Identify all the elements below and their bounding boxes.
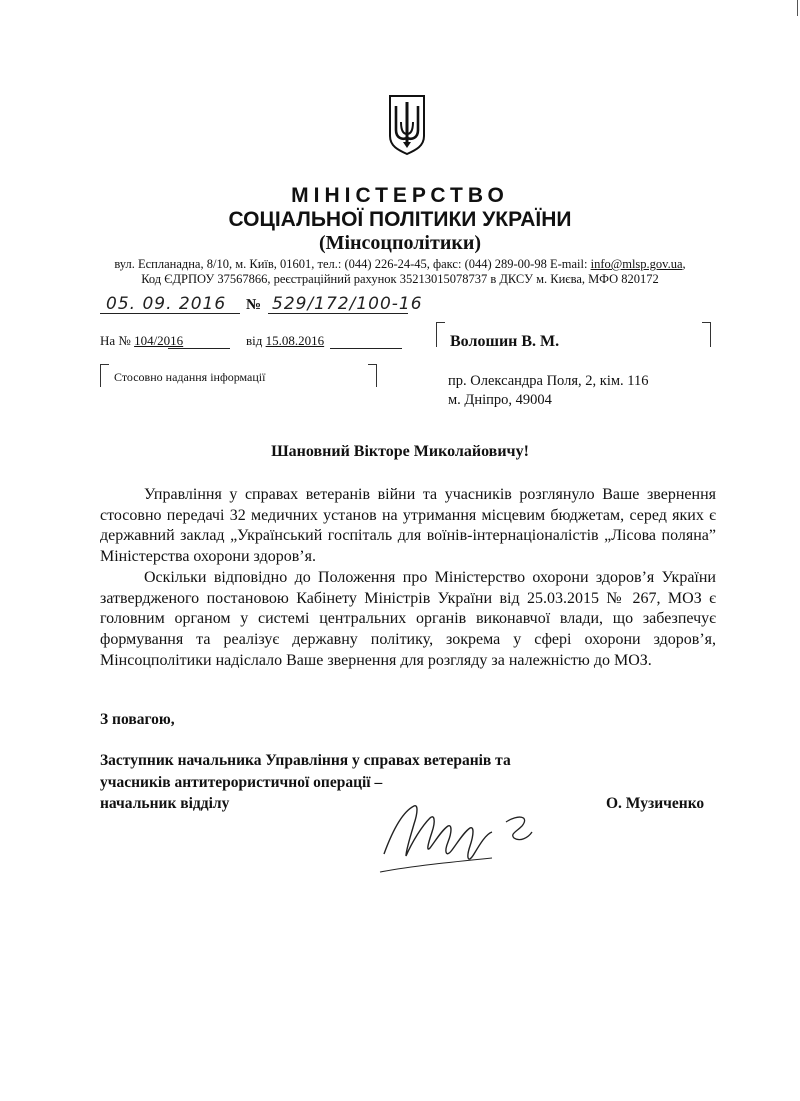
subject-line: Стосовно надання інформації xyxy=(114,370,266,384)
ref-date-label: від xyxy=(246,333,263,348)
trident-icon xyxy=(384,92,430,156)
subject-bracket-left xyxy=(100,364,109,387)
ministry-title: МІНІСТЕРСТВО xyxy=(291,184,509,207)
outgoing-number: 529/172/100-16 xyxy=(272,294,423,314)
outgoing-number-label: № xyxy=(246,297,262,313)
body-paragraph-2: Оскільки відповідно до Положення про Міністерство охорони здоров’я України затвердженого постановою Кабінету Міністрів України від 25.03.2015 № 267, МОЗ є головним органом у системі центральних органів виконавчої влади, що забезпечує формування та реалізує державну політику, зокрема у сфері охорони здоров’я, Мінсоцполітики надіслало Ваше звернення для розгляду за належністю до МОЗ. xyxy=(100,568,716,669)
signatory-name: О. Музиченко xyxy=(606,795,705,812)
email-link[interactable]: info@mlsp.gov.ua xyxy=(590,257,683,271)
ref-date-line xyxy=(246,333,324,349)
outgoing-date: 05. 09. 2016 xyxy=(106,294,227,314)
signatory-title-line1: Заступник начальника Управління у справах ветеранів та xyxy=(100,752,511,769)
ministry-address xyxy=(0,257,800,272)
address-end: , xyxy=(682,257,686,271)
recipient-address-line2: м. Дніпро, 49004 xyxy=(448,392,552,408)
recipient-address-line1: пр. Олександра Поля, 2, кім. 116 xyxy=(448,373,649,389)
ministry-short-name: (Мінсоцполітики) xyxy=(318,232,482,254)
signatory-title-line2: учасників антитерористичної операції – xyxy=(100,773,383,791)
recipient-name: Волошин В. М. xyxy=(450,333,560,350)
ministry-full-name: СОЦІАЛЬНОЇ ПОЛІТИКИ УКРАЇНИ xyxy=(228,208,572,231)
ministry-codes: Код ЄДРПОУ 37567866, реєстраційний рахунок 35213015078737 в ДКСУ м. Києва, МФО 820172 xyxy=(141,272,659,286)
ref-date-underline xyxy=(330,347,402,349)
body-paragraph-1: Управління у справах ветеранів війни та учасників розглянуло Ваше звернення стосовно передачі 32 медичних установ на утримання місцевим бюджетам, серед яких є державний заклад „Український госпіталь для воїнів-інтернаціоналістів „Лісова поляна” Міністерства охорони здоров’я. xyxy=(100,486,716,566)
ref-date: 15.08.2016 xyxy=(265,333,325,348)
salutation: Шановний Вікторе Миколайовичу! xyxy=(271,443,529,460)
signatory-title-line3: начальник відділу xyxy=(100,795,230,812)
closing: З повагою, xyxy=(100,711,175,728)
ref-number: 104/2016 xyxy=(134,333,184,348)
handwritten-signature xyxy=(372,792,547,884)
subject-bracket-right xyxy=(368,364,377,387)
letter-body xyxy=(100,485,716,671)
scan-edge-mark xyxy=(797,0,798,16)
ref-label: На № xyxy=(100,333,131,348)
ref-number-underline xyxy=(168,347,230,349)
recipient-bracket-left xyxy=(436,322,445,347)
address-text: вул. Еспланадна, 8/10, м. Київ, 01601, тел.: (044) 226-24-45, факс: (044) 289-00-98 E-mail: xyxy=(114,257,591,271)
recipient-bracket-right xyxy=(702,322,711,347)
